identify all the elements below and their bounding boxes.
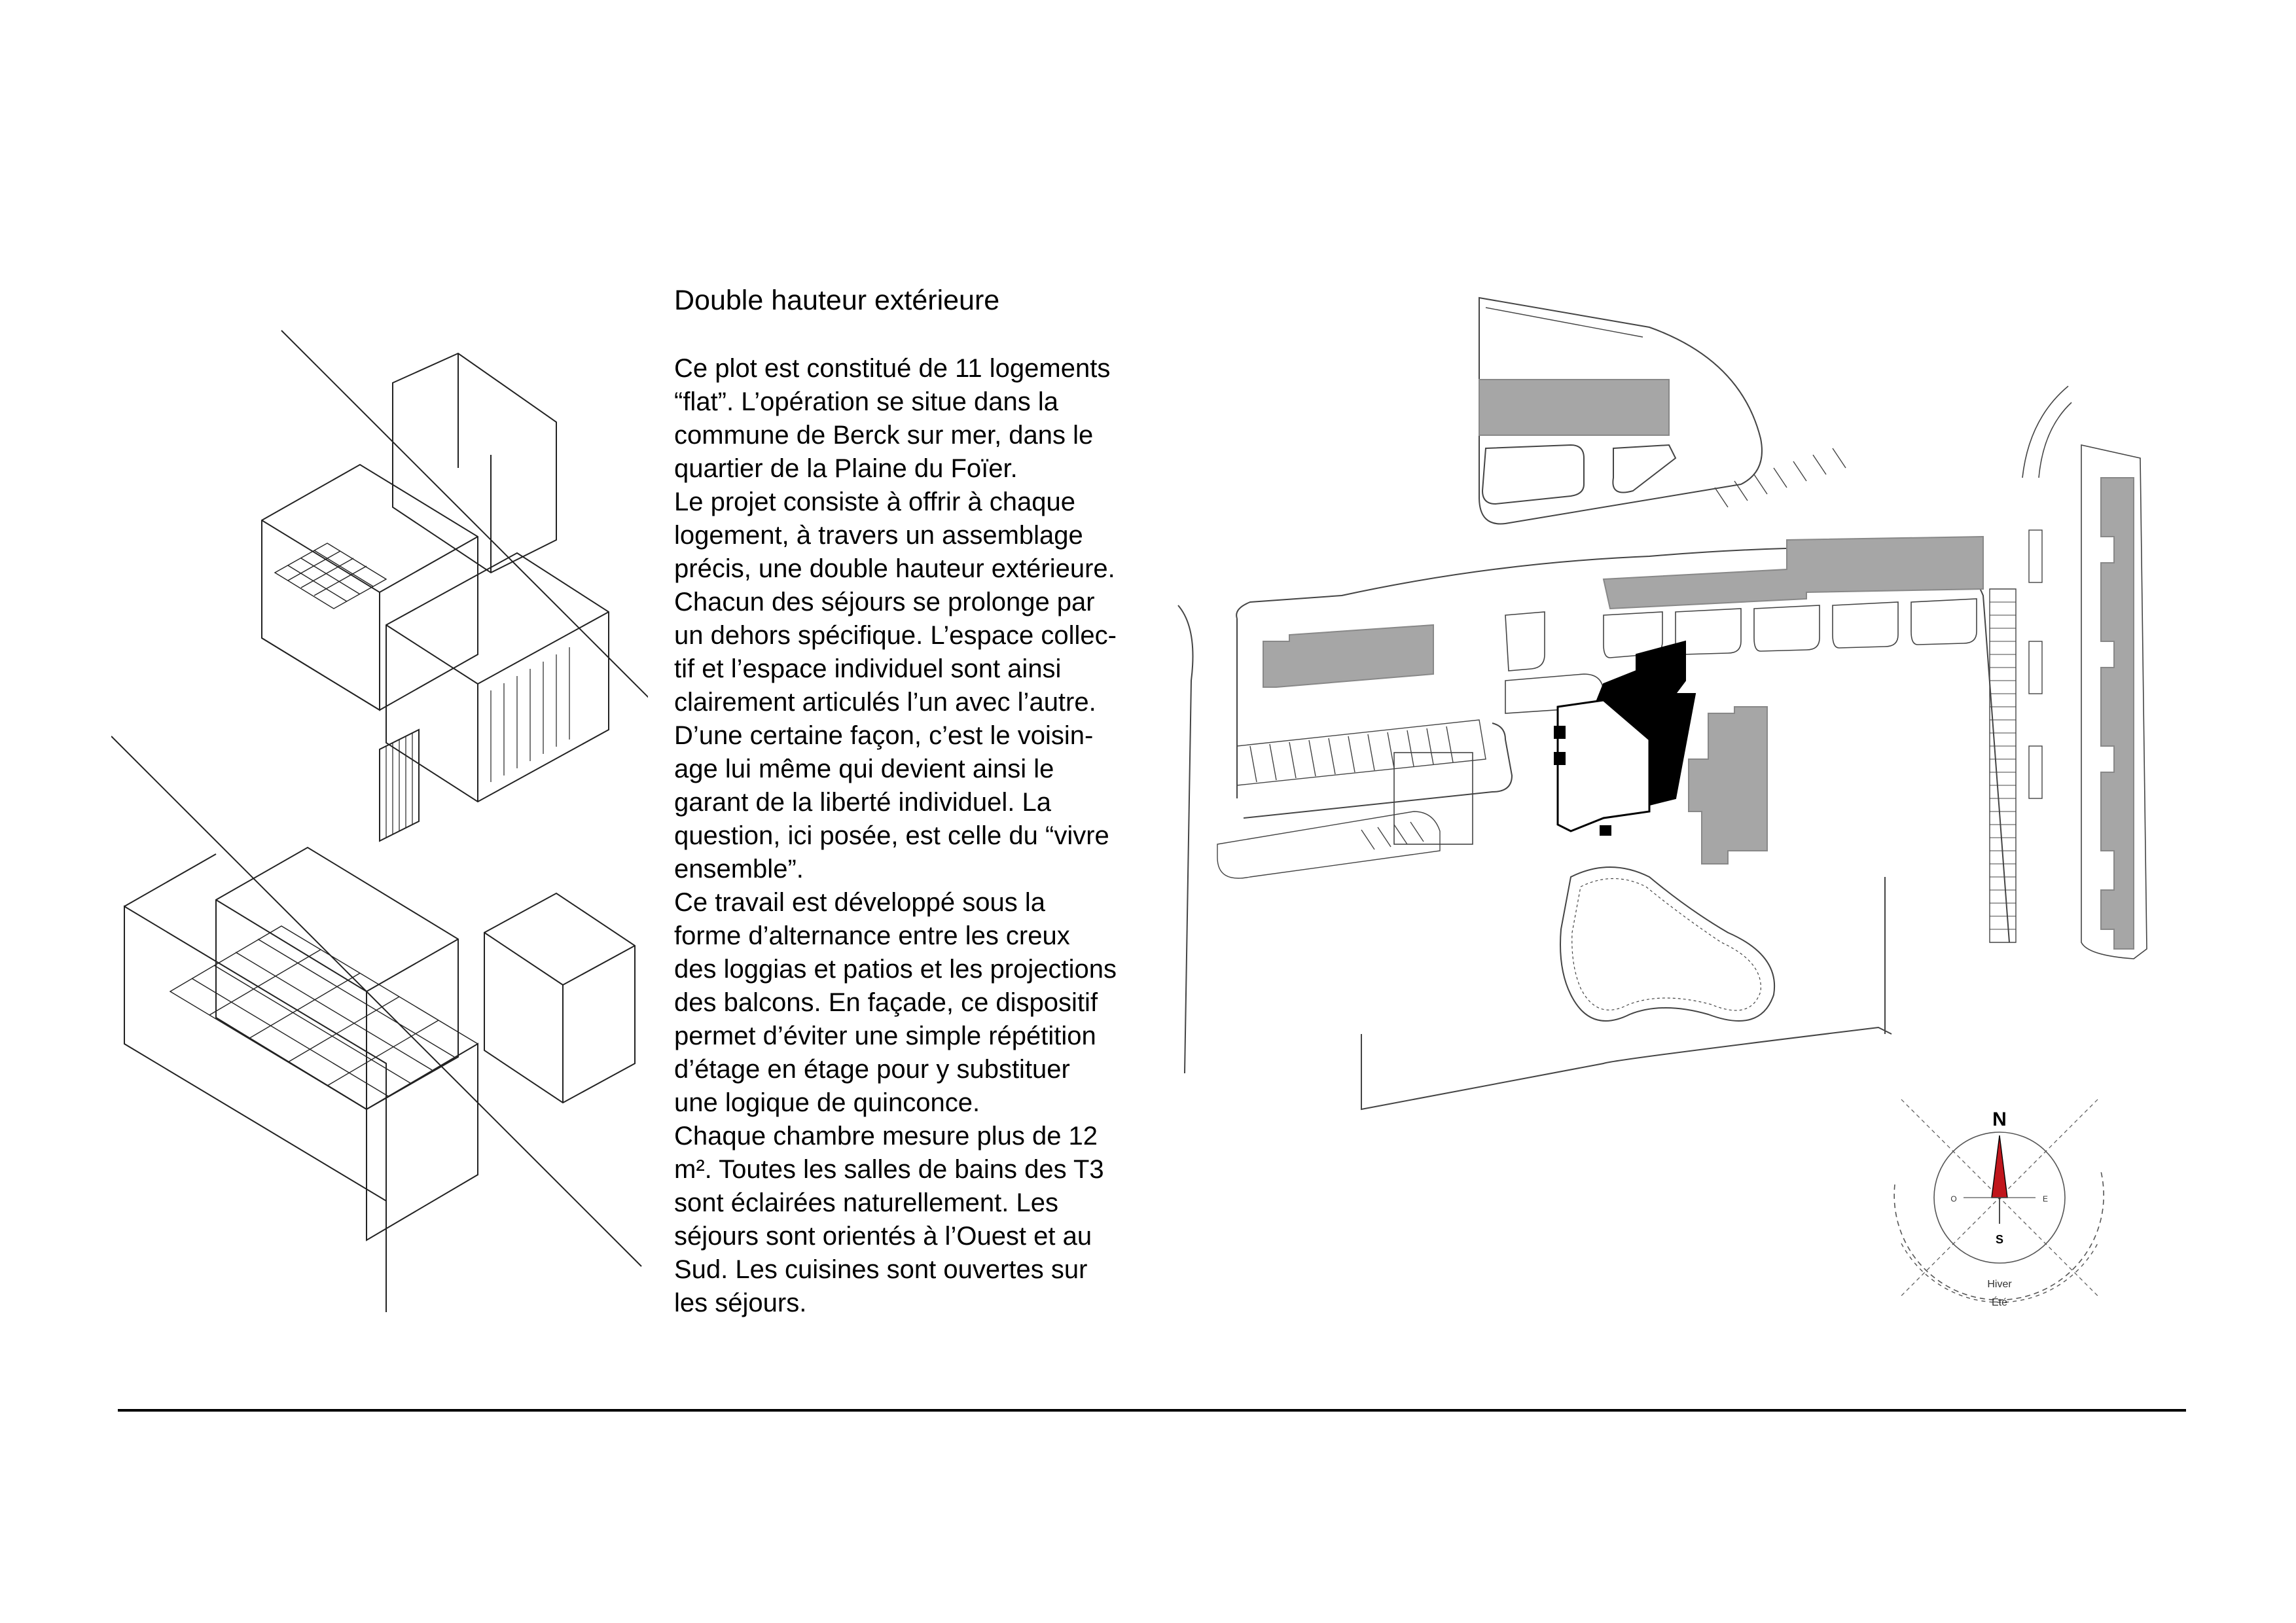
paragraph-line: Ce travail est développé sous la <box>674 888 1045 917</box>
north-needle <box>1992 1135 2007 1198</box>
compass-rose <box>1894 1099 2104 1308</box>
summer-label: Été <box>1991 1297 2008 1308</box>
paragraph-line: quartier de la Plaine du Foïer. <box>674 454 1018 483</box>
paragraph-line: d’étage en étage pour y substituer <box>674 1055 1070 1084</box>
paragraph-line: commune de Berck sur mer, dans le <box>674 421 1094 450</box>
paragraph-line: Chacun des séjours se prolonge par <box>674 588 1095 616</box>
paragraph-line: Sud. Les cuisines sont ouvertes sur <box>674 1255 1088 1284</box>
paragraph-line: ensemble”. <box>674 855 804 883</box>
section-title: Double hauteur extérieure <box>674 285 1000 316</box>
pond <box>1560 867 1774 1021</box>
paragraph-line: question, ici posée, est celle du “vivre <box>674 821 1109 850</box>
paragraph-line: des loggias et patios et les projections <box>674 955 1117 984</box>
neighbour-building <box>1604 537 1983 609</box>
paragraph-line: un dehors spécifique. L’espace collec- <box>674 621 1117 650</box>
axonometric-drawing <box>111 324 648 1312</box>
compass-south-label: S <box>1995 1233 2004 1246</box>
paragraph-line: une logique de quinconce. <box>674 1088 980 1117</box>
description-block <box>674 283 1172 1320</box>
paragraph-line: garant de la liberté individuel. La <box>674 788 1051 817</box>
paragraph-line: des balcons. En façade, ce dispositif <box>674 988 1098 1017</box>
paragraph-line: clairement articulés l’un avec l’autre. <box>674 688 1096 717</box>
paragraph-line: Ce plot est constitué de 11 logements <box>674 354 1111 383</box>
neighbour-building <box>1479 380 1669 435</box>
paragraph-line: Chaque chambre mesure plus de 12 <box>674 1122 1098 1150</box>
footer-rule <box>118 1409 2186 1412</box>
compass-west-label: O <box>1950 1194 1957 1204</box>
paragraph-line: forme d’alternance entre les creux <box>674 921 1070 950</box>
paragraph-line: Le projet consiste à offrir à chaque <box>674 488 1075 516</box>
neighbour-building <box>2101 478 2134 949</box>
paragraph-line: tif et l’espace individuel sont ainsi <box>674 654 1062 683</box>
neighbour-building <box>1263 625 1433 687</box>
paragraph-line: age lui même qui devient ainsi le <box>674 755 1054 783</box>
neighbour-building <box>1689 707 1767 864</box>
site-plan <box>1152 288 2206 1322</box>
paragraph-line: séjours sont orientés à l’Ouest et au <box>674 1222 1092 1251</box>
paragraph-line: permet d’éviter une simple répétition <box>674 1022 1096 1050</box>
paragraph-line: précis, une double hauteur extérieure. <box>674 554 1115 583</box>
paragraph-line: D’une certaine façon, c’est le voisin- <box>674 721 1094 750</box>
paragraph-line: logement, à travers un assemblage <box>674 521 1083 550</box>
paragraph-line: les séjours. <box>674 1289 807 1317</box>
compass-east-label: E <box>2042 1194 2049 1204</box>
paragraph-line: m². Toutes les salles de bains des T3 <box>674 1155 1104 1184</box>
winter-label: Hiver <box>1987 1279 2012 1290</box>
paragraph-line: “flat”. L’opération se situe dans la <box>674 387 1059 416</box>
compass-north-label: N <box>1992 1109 2007 1130</box>
paragraph-line: sont éclairées naturellement. Les <box>674 1188 1058 1217</box>
